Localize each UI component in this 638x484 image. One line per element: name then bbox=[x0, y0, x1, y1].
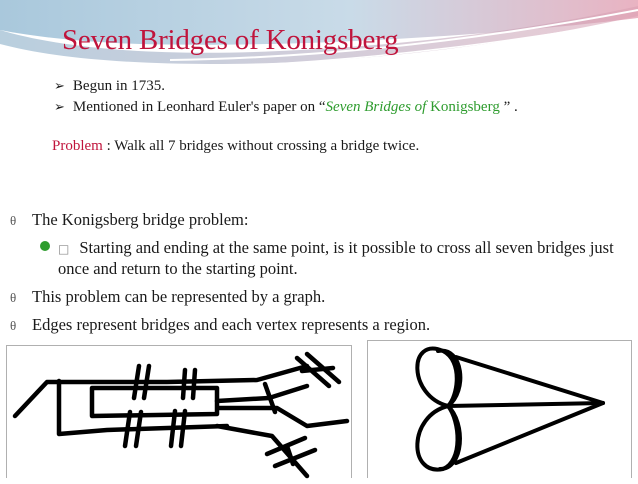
edge-center-east bbox=[448, 403, 603, 406]
sub-point-body: Starting and ending at the same point, is it possible to cross all seven bridges just once and return to the starting point. bbox=[58, 238, 614, 278]
graph-drawing bbox=[368, 341, 633, 479]
slide-title: Seven Bridges of Konigsberg bbox=[62, 24, 399, 56]
point-graph bbox=[10, 287, 630, 307]
bullet-text bbox=[73, 99, 518, 116]
paper-title-italic: Seven Bridges of bbox=[325, 99, 431, 115]
edge-south-east bbox=[456, 403, 603, 463]
arrow-bullet-icon: ➢ bbox=[54, 78, 65, 93]
island-east-link bbox=[217, 386, 307, 401]
arrow-bullet-icon: ➢ bbox=[54, 99, 65, 114]
sub-point-text bbox=[58, 238, 630, 279]
empty-box-glyph: □ bbox=[58, 242, 70, 256]
theta-bullet-icon: θ bbox=[10, 213, 17, 228]
bullet-begun bbox=[52, 78, 632, 95]
bullet-prefix: Mentioned in Leonhard Euler's paper on “ bbox=[72, 99, 326, 115]
problem-text: : Walk all 7 bridges without crossing a bridge twice. bbox=[102, 138, 420, 154]
problem-label: Problem bbox=[52, 138, 103, 154]
explanation-section bbox=[10, 210, 630, 343]
bullet-suffix: ” . bbox=[499, 99, 518, 115]
bridges-map-drawing bbox=[7, 346, 353, 479]
green-dot-bullet-icon bbox=[40, 241, 50, 251]
problem-statement bbox=[52, 138, 632, 155]
point-text: This problem can be represented by a graph. bbox=[32, 287, 326, 306]
bridges-map-sketch bbox=[6, 345, 352, 478]
river-east-bank bbox=[219, 408, 347, 426]
edge-loop-south-1 bbox=[417, 406, 457, 470]
edge-north-east bbox=[456, 357, 603, 403]
intro-section bbox=[52, 78, 632, 155]
point-edges bbox=[10, 315, 630, 335]
bullet-euler bbox=[52, 99, 632, 116]
island-kneiphof bbox=[92, 388, 217, 416]
edge-loop-north-1 bbox=[417, 349, 456, 406]
theta-bullet-icon: θ bbox=[10, 290, 17, 305]
graph-sketch bbox=[367, 340, 632, 478]
paper-title-place: Konigsberg bbox=[430, 99, 500, 115]
point-text: The Konigsberg bridge problem: bbox=[32, 210, 249, 229]
point-text: Edges represent bridges and each vertex represents a region. bbox=[32, 315, 431, 334]
bullet-text: Begun in 1735. bbox=[72, 78, 165, 94]
river-south-bank bbox=[217, 426, 307, 476]
theta-bullet-icon: θ bbox=[10, 318, 17, 333]
point-bridge-problem bbox=[10, 210, 630, 230]
sub-point-question bbox=[40, 238, 630, 279]
